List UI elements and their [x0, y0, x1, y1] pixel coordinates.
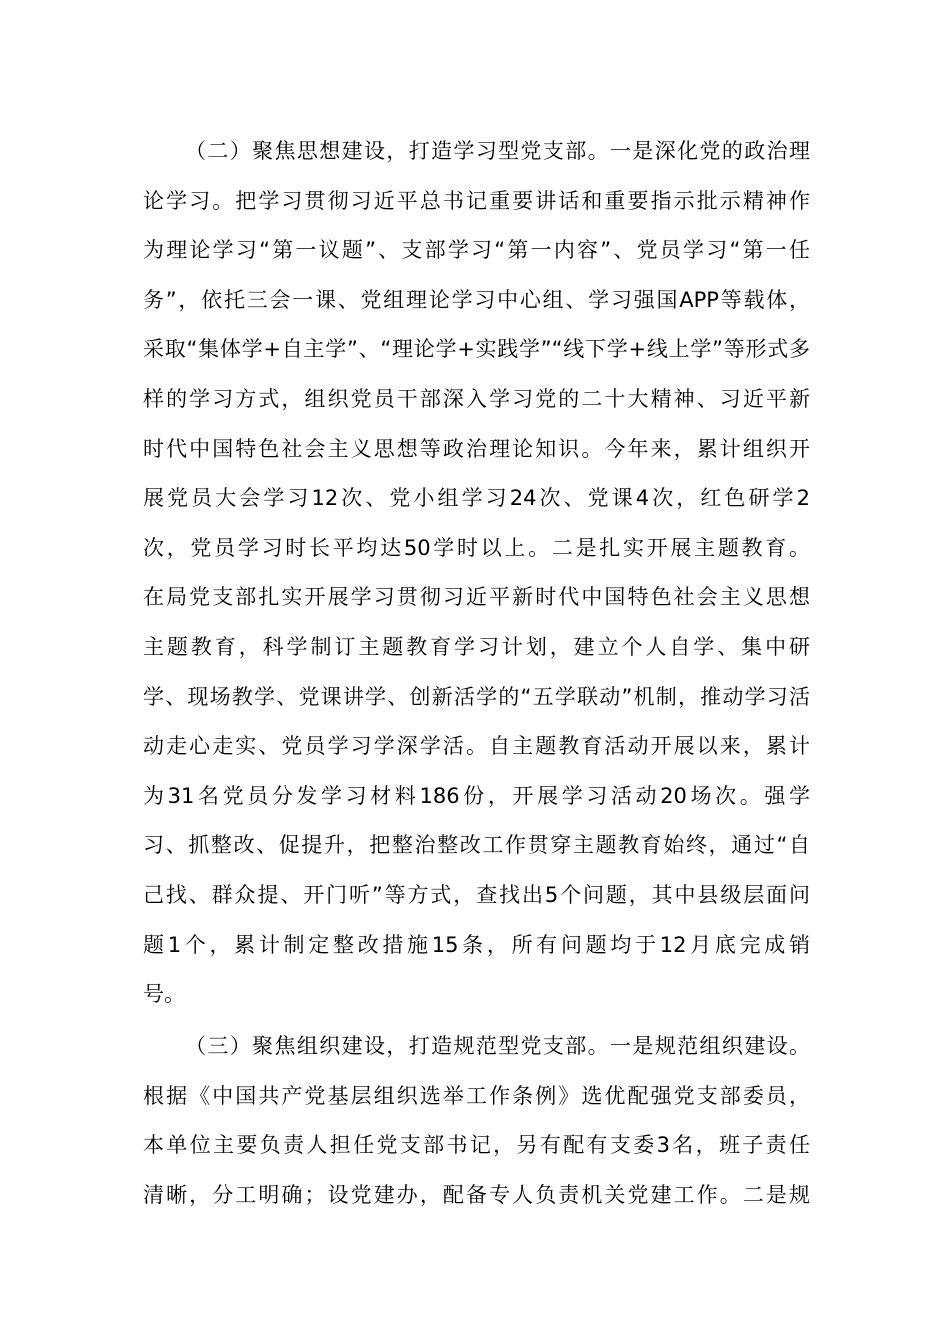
text-line: 展党员大会学习12次、党小组学习24次、党课4次，红色研学2	[143, 486, 810, 511]
text-line: 为理论学习“第一议题”、支部学习“第一内容”、党员学习“第一任	[143, 238, 810, 263]
text-line: 动走心走实、党员学习学深学活。自主题教育活动开展以来，累计	[143, 734, 810, 759]
text-line: 务”，依托三会一课、党组理论学习中心组、学习强国APP等载体，	[143, 287, 810, 312]
text-line: 学、现场教学、党课讲学、创新活学的“五学联动”机制，推动学习活	[143, 684, 810, 709]
text-line: 题1个，累计制定整改措施15条，所有问题均于12月底完成销	[143, 932, 810, 957]
text-line: 主题教育，科学制订主题教育学习计划，建立个人自学、集中研	[143, 634, 810, 659]
section-2-paragraph	[143, 127, 810, 1020]
text-line: 习、抓整改、促提升，把整治整改工作贯穿主题教育始终，通过“自	[143, 833, 810, 858]
text-line: 时代中国特色社会主义思想等政治理论知识。今年来，累计组织开	[143, 436, 810, 461]
text-line: 在局党支部扎实开展学习贯彻习近平新时代中国特色社会主义思想	[143, 585, 810, 610]
text-line: 样的学习方式，组织党员干部深入学习党的二十大精神、习近平新	[143, 386, 810, 411]
text-line: 本单位主要负责人担任党支部书记，另有配有支委3名，班子责任	[143, 1133, 810, 1158]
text-line: （二）聚焦思想建设，打造学习型党支部。一是深化党的政治理	[185, 139, 810, 163]
text-line: 己找、群众提、开门听”等方式，查找出5个问题，其中县级层面问	[143, 882, 810, 907]
text-line: 论学习。把学习贯彻习近平总书记重要讲话和重要指示批示精神作	[143, 188, 810, 213]
text-line: （三）聚焦组织建设，打造规范型党支部。一是规范组织建设。	[185, 1034, 810, 1058]
text-line: 采取“集体学+自主学”、“理论学+实践学”“线下学+线上学”等形式多	[143, 337, 810, 362]
section-3-paragraph	[143, 1022, 810, 1220]
text-line: 次，党员学习时长平均达50学时以上。二是扎实开展主题教育。	[143, 535, 810, 560]
text-line: 为31名党员分发学习材料186份，开展学习活动20场次。强学	[143, 783, 810, 808]
text-line: 号。	[143, 982, 185, 1007]
text-line: 根据《中国共产党基层组织选举工作条例》选优配强党支部委员，	[143, 1083, 810, 1108]
text-line: 清晰，分工明确；设党建办，配备专人负责机关党建工作。二是规	[143, 1182, 810, 1207]
